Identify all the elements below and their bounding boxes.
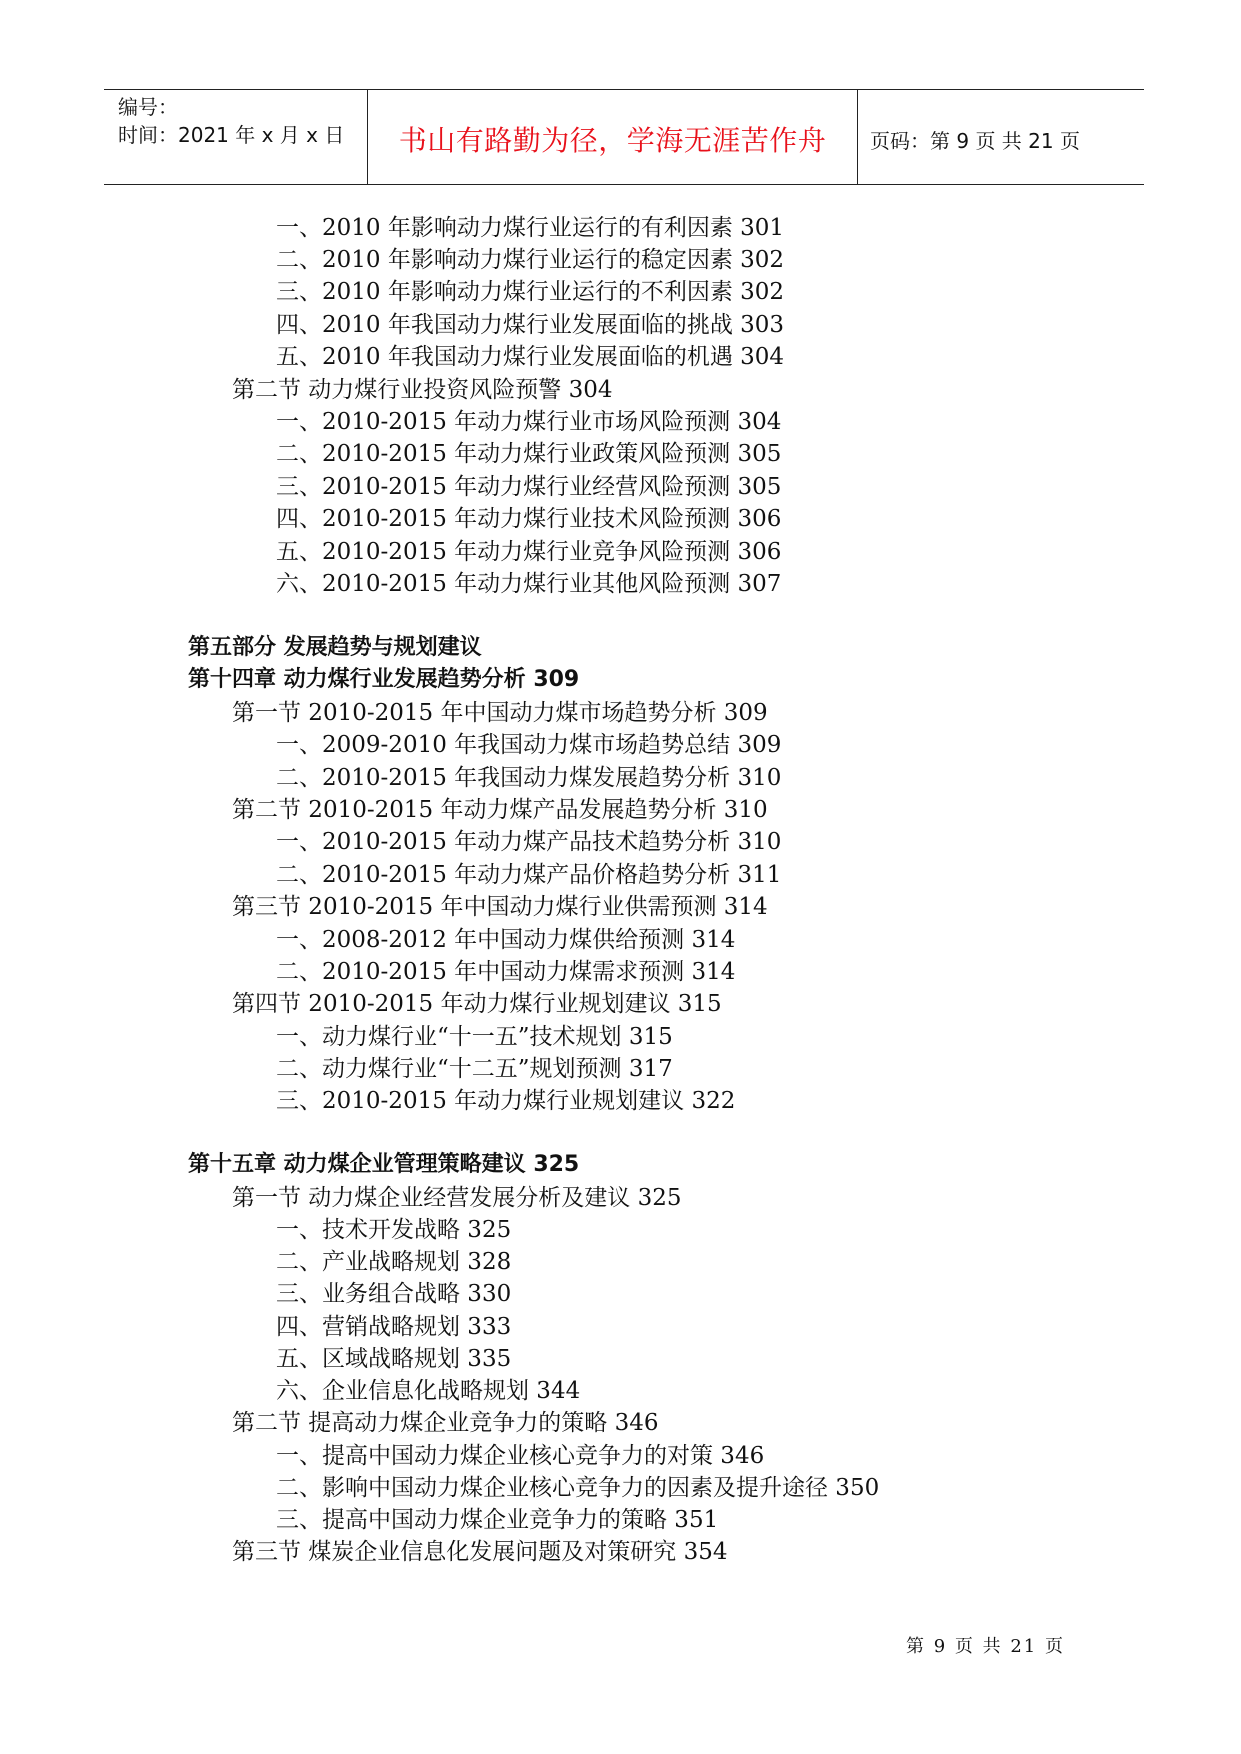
toc-item-entry: 一、2008-2012 年中国动力煤供给预测 314 [276,927,736,953]
toc-item-entry: 二、动力煤行业“十二五”规划预测 317 [276,1056,673,1082]
toc-chapter-heading: 第十五章 动力煤企业管理策略建议 325 [188,1152,580,1177]
toc-item-entry: 四、营销战略规划 333 [276,1314,512,1340]
toc-item-entry: 二、影响中国动力煤企业核心竞争力的因素及提升途径 350 [276,1475,880,1501]
header-meta [118,93,368,149]
page-header [104,89,1144,185]
toc-item-entry: 五、2010 年我国动力煤行业发展面临的机遇 304 [276,344,785,370]
toc-item-entry: 四、2010-2015 年动力煤行业技术风险预测 306 [276,506,782,532]
toc-section-entry: 第四节 2010-2015 年动力煤行业规划建议 315 [232,991,722,1017]
page-footer: 第 9 页 共 21 页 [906,1636,1065,1657]
toc-chapter-heading: 第五部分 发展趋势与规划建议 [188,635,482,660]
toc-item-entry: 二、2010-2015 年动力煤产品价格趋势分析 311 [276,862,782,888]
toc-item-entry: 四、2010 年我国动力煤行业发展面临的挑战 303 [276,312,785,338]
toc-item-entry: 五、区域战略规划 335 [276,1346,512,1372]
document-number-label: 编号： [118,95,178,119]
toc-section-entry: 第三节 煤炭企业信息化发展问题及对策研究 354 [232,1539,728,1565]
toc-item-entry: 三、2010-2015 年动力煤行业规划建议 322 [276,1088,736,1114]
toc-section-entry: 第一节 2010-2015 年中国动力煤市场趋势分析 309 [232,700,768,726]
toc-section-entry: 第一节 动力煤企业经营发展分析及建议 325 [232,1185,682,1211]
toc-chapter-heading: 第十四章 动力煤行业发展趋势分析 309 [188,667,580,692]
toc-item-entry: 一、2010-2015 年动力煤行业市场风险预测 304 [276,409,782,435]
toc-item-entry: 一、技术开发战略 325 [276,1217,512,1243]
header-page-number: 页码：第 9 页 共 21 页 [870,128,1080,153]
toc-item-entry: 一、2010 年影响动力煤行业运行的有利因素 301 [276,215,785,241]
toc-item-entry: 二、2010-2015 年动力煤行业政策风险预测 305 [276,441,782,467]
toc-section-entry: 第二节 2010-2015 年动力煤产品发展趋势分析 310 [232,797,768,823]
toc-item-entry: 一、2009-2010 年我国动力煤市场趋势总结 309 [276,732,782,758]
toc-section-entry: 第二节 提高动力煤企业竞争力的策略 346 [232,1410,659,1436]
toc-item-entry: 六、企业信息化战略规划 344 [276,1378,581,1404]
document-time-label: 时间：2021 年 x 月 x 日 [118,123,345,147]
toc-item-entry: 三、2010-2015 年动力煤行业经营风险预测 305 [276,474,782,500]
toc-item-entry: 一、动力煤行业“十一五”技术规划 315 [276,1024,673,1050]
toc-item-entry: 三、2010 年影响动力煤行业运行的不利因素 302 [276,279,785,305]
toc-item-entry: 二、产业战略规划 328 [276,1249,512,1275]
toc-item-entry: 六、2010-2015 年动力煤行业其他风险预测 307 [276,571,782,597]
header-divider [857,90,858,184]
toc-item-entry: 二、2010 年影响动力煤行业运行的稳定因素 302 [276,247,785,273]
toc-item-entry: 五、2010-2015 年动力煤行业竞争风险预测 306 [276,539,782,565]
toc-item-entry: 三、业务组合战略 330 [276,1281,512,1307]
toc-item-entry: 三、提高中国动力煤企业竞争力的策略 351 [276,1507,719,1533]
toc-section-entry: 第二节 动力煤行业投资风险预警 304 [232,377,613,403]
toc-item-entry: 二、2010-2015 年中国动力煤需求预测 314 [276,959,736,985]
header-motto: 书山有路勤为径，学海无涯苦作舟 [398,124,827,157]
toc-item-entry: 一、提高中国动力煤企业核心竞争力的对策 346 [276,1443,765,1469]
toc-item-entry: 一、2010-2015 年动力煤产品技术趋势分析 310 [276,829,782,855]
toc-item-entry: 二、2010-2015 年我国动力煤发展趋势分析 310 [276,765,782,791]
toc-section-entry: 第三节 2010-2015 年中国动力煤行业供需预测 314 [232,894,768,920]
